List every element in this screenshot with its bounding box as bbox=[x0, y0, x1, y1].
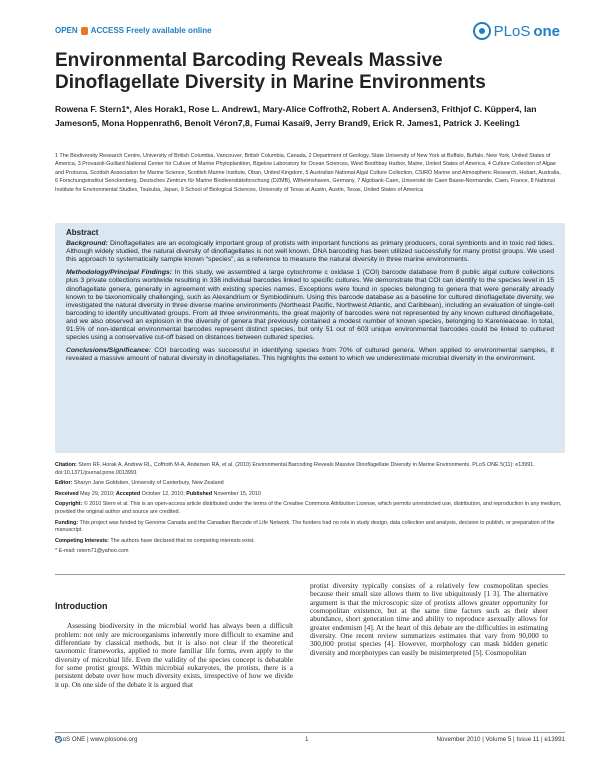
conclusions-label: Conclusions/Significance: bbox=[66, 347, 151, 355]
page-number: 1 bbox=[305, 736, 309, 743]
intro-heading: Introduction bbox=[55, 601, 108, 611]
published-label: Published bbox=[186, 490, 213, 497]
background-text: Dinoflagellates are an ecologically important group of protists with important functions as primary producers, coral symbionts and in toxic red tides. Although widely studied, the natural diversity of dinoflagellates is not well known. DNA barcoding has been utilized successfully for many protist groups. We used this approach to systematically sample known “species”, as a reference to measure the natural diversity in three marine environments. bbox=[66, 240, 554, 264]
competing-interests bbox=[55, 538, 565, 546]
accepted-label: Accepted bbox=[115, 490, 141, 497]
methods-label: Methodology/Principal Findings: bbox=[66, 269, 173, 277]
author-email: * E-mail: rstern71@yahoo.com bbox=[55, 548, 129, 555]
open-access-prefix: OPEN bbox=[55, 26, 78, 35]
abstract-methods bbox=[66, 269, 554, 342]
article-metadata bbox=[55, 462, 565, 559]
funding bbox=[55, 520, 565, 535]
logo-plos: PLoS bbox=[493, 22, 531, 40]
plos-logo-icon bbox=[473, 22, 491, 40]
editor bbox=[55, 480, 565, 488]
intro-paragraph-left: Assessing biodiversity in the microbial world has always been a difficult problem: not only are microorganisms inherently more difficult to examine and differentiate by classical methods, but it is also not clear if the theoretical taxonomic frameworks, applied to more familiar life forms, even apply to the diversity of microbial life. Even the validity of the species concept is debatable for some protist groups. Within microbial eukaryotes, the protists, there is a persistent debate over how much diversity exists, irrespective of how we divide it up. On one side of the debate it is argued that bbox=[55, 621, 293, 689]
accepted-date: October 12, 2010; bbox=[140, 490, 187, 497]
abstract-conclusions bbox=[66, 347, 554, 363]
author-list: Rowena F. Stern1*, Ales Horak1, Rose L. Andrew1, Mary-Alice Coffroth2, Robert A. Andersen3, Frithjof C. Küpper4, Ian Jameson5, Mona Hoppenrath6, Benoît Véron7,8, Fumai Kasai9, Jerry Brand9, Erick R. James1, Patrick J. Keeling1 bbox=[55, 104, 537, 128]
open-access-banner bbox=[55, 26, 212, 35]
citation-label: Citation: bbox=[55, 462, 77, 468]
intro-column-left bbox=[55, 592, 293, 689]
background-label: Background: bbox=[66, 240, 108, 248]
article-title: Environmental Barcoding Reveals Massive Dinoflagellate Diversity in Marine Environments bbox=[55, 50, 486, 93]
abstract-background bbox=[66, 240, 554, 264]
copyright-text: © 2010 Stern et al. This is an open-access article distributed under the terms of the Creative Commons Attribution License, which permits unrestricted use, distribution, and reproduction in any medium, provided the original author and source are credited. bbox=[55, 501, 562, 515]
conclusions-text: COI barcoding was successful in identifying species from 70% of cultured genera. When applied to environmental samples, it revealed a massive amount of natural diversity in dinoflagellates. This highlights the extent to which we underestimate microbial diversity in the environment. bbox=[66, 347, 554, 363]
funding-label: Funding: bbox=[55, 519, 79, 526]
journal-header bbox=[55, 22, 560, 46]
intro-column-right bbox=[310, 582, 548, 657]
plos-one-logo bbox=[473, 22, 560, 40]
section-divider bbox=[55, 574, 565, 575]
citation-text: Stern RF, Horak A, Andrew RL, Coffroth M-A, Andersen RA, et al. (2010) Environmental Barcoding Reveals Massive Dinoflagellate Diversity in Marine Environments. PLoS ONE 5(11): e13991. doi:10.1371/journal.pone.0013991 bbox=[55, 462, 535, 476]
editor-label: Editor: bbox=[55, 480, 73, 487]
competing-label: Competing Interests: bbox=[55, 537, 109, 544]
editor-text: Sharyn Jane Goldstien, University of Canterbury, New Zealand bbox=[72, 480, 224, 487]
abstract-heading: Abstract bbox=[66, 228, 99, 237]
logo-one: one bbox=[533, 22, 560, 40]
funding-text: This project was funded by Genome Canada and the Canadian Barcode of Life Network. The funders had no role in study design, data collection and analysis, decision to publish, or preparation of the manuscript. bbox=[55, 519, 555, 534]
competing-text: The authors have declared that no competing interests exist. bbox=[108, 537, 255, 544]
received-label: Received bbox=[55, 490, 79, 497]
methods-text: In this study, we assembled a large cytochrome c oxidase 1 (COI) barcode database from 8 public algal culture collections plus 3 private collections worldwide resulting in 336 individual barcodes linked to specific cultures. We demonstrate that COI can identify to the species level in 15 dinoflagellate genera, generally in agreement with existing species names. Exceptions were found in species belonging to genera that were generally already known to be taxonomically challenging, such as Alexandrium or Symbiodinium. Using this barcode database as a baseline for cultured dinoflagellate diversity, we investigated the natural diversity in three diverse marine environments (Northeast Pacific, Northwest Atlantic, and Caribbean), including an evaluation of single-cell barcoding to identify uncultivated groups. From all three environments, the great majority of barcodes were not represented by any known cultured dinoflagellate, and we also observed an explosion in the diversity of genera that previously contained a modest number of known species, belonging to Karenieaceae. In total, 91.5% of non-identical environmental barcodes represent distinct species, but only 51 out of 603 unique environmental barcodes could be linked to cultured species using a conservative cut-off based on distances between cultured species. bbox=[66, 269, 554, 342]
footer-issue: November 2010 | Volume 5 | Issue 11 | e13991 bbox=[436, 736, 565, 743]
intro-paragraph-right: protist diversity typically consists of a relatively few cosmopolitan species because their small size allows them to live ubiquitously [1 3]. The alternative argument is that the microscopic size of protists allows greater opportunity for cosmopolitan existence, but at the same time factors such as their sheer abundance, short generation time and ability to reproduce asexually allows for greater endemism [4]. At the heart of this debate are the difficulties in estimating diversity. One recent review summarizes estimates that vary from 90,000 to 300,000 protist species [4]. However, morphology can mask hidden genetic diversity and morphotypes can easily be misinterpreted [5]. Cosmopolitan bbox=[310, 581, 548, 657]
dates bbox=[55, 491, 565, 499]
copyright bbox=[55, 501, 565, 516]
citation bbox=[55, 462, 565, 477]
open-access-lock-icon bbox=[81, 27, 88, 35]
published-date: November 15, 2010 bbox=[212, 490, 261, 497]
affiliations: 1 The Biodiversity Research Centre, University of British Columbia, Vancouver, British Columbia, Canada, 2 Department of Geology, State University of New York at Buffalo, Buffalo, New York, United States of America, 3 Provasoli-Guillard National Center for Culture of Marine Phytoplankton, Bigelow Laboratory for Ocean Sciences, West Boothbay Harbor, Maine, United States of America, 4 Culture Collection of Algae and Protozoa, Scottish Association for Marine Science, Scottish Marine Institute, Oban, United Kingdom, 5 Australian National Algal Culture Collection, CSIRO Marine and Atmospheric Research, Hobart, Australia, 6 Forschungsinstitut Senckenberg, Deutsches Zentrum für Marine Biodiversitätsforschung (DZMB), Wilhelmshaven, Germany, 7 Algobank-Caen, Université de Caen Basse-Normandie, Caen, France, 8 National Institute for Environmental Studies, Tsukuba, Japan, 9 School of Biological Sciences, University of Texas at Austin, Austin, Texas, United States of America bbox=[55, 153, 561, 193]
footer-journal-text: PLoS ONE | www.plosone.org bbox=[55, 736, 138, 743]
footer-divider bbox=[55, 732, 565, 733]
received-date: May 29, 2010; bbox=[78, 490, 116, 497]
open-access-text: ACCESS Freely available online bbox=[90, 26, 212, 35]
copyright-label: Copyright: bbox=[55, 501, 83, 508]
abstract-box bbox=[55, 223, 565, 453]
